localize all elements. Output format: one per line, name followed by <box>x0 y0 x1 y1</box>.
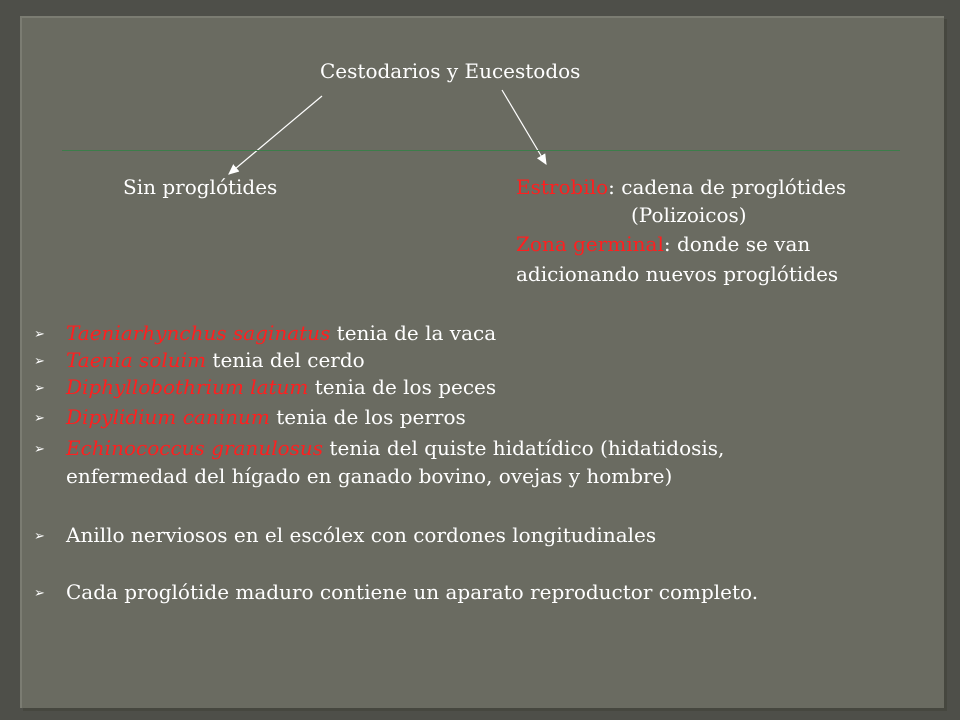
arrow-bullet-icon: ➢ <box>34 327 45 342</box>
estrobilo-definition: : cadena de proglótides <box>608 175 847 199</box>
note-text: Cada proglótide maduro contiene un aparato reproductor completo. <box>66 580 759 604</box>
arrow-bullet-icon: ➢ <box>34 529 45 544</box>
species-description: tenia de la vaca <box>330 321 497 345</box>
species-name: Taeniarhynchus saginatus <box>66 321 331 345</box>
species-description: tenia del cerdo <box>206 348 365 372</box>
right-branch-line-3 <box>516 231 810 257</box>
species-description: tenia del quiste hidatídico (hidatidosis, <box>323 436 725 460</box>
divider-rule <box>62 150 900 151</box>
right-branch-line-4: adicionando nuevos proglótides <box>516 262 839 286</box>
species-name: Taenia soluim <box>66 348 207 372</box>
species-name: Dipylidium caninum <box>66 405 270 429</box>
left-branch-label: Sin proglótides <box>123 175 278 199</box>
estrobilo-term: Estrobilo <box>516 175 609 199</box>
arrow-bullet-icon: ➢ <box>34 411 45 426</box>
zona-germinal-definition: : donde se van <box>663 232 811 256</box>
zona-germinal-term: Zona germinal <box>516 232 664 256</box>
species-description: tenia de los perros <box>269 405 466 429</box>
arrow-bullet-icon: ➢ <box>34 586 45 601</box>
species-description-continued: enfermedad del hígado en ganado bovino, ovejas y hombre) <box>66 464 673 488</box>
species-name: Echinococcus granulosus <box>66 436 324 460</box>
note-text: Anillo nerviosos en el escólex con cordones longitudinales <box>66 523 657 547</box>
species-name: Diphyllobothrium latum <box>66 375 309 399</box>
arrow-bullet-icon: ➢ <box>34 354 45 369</box>
right-branch-line-2: (Polizoicos) <box>631 203 747 227</box>
arrow-bullet-icon: ➢ <box>34 442 45 457</box>
species-description: tenia de los peces <box>308 375 497 399</box>
right-branch-line-1 <box>516 174 846 200</box>
arrow-bullet-icon: ➢ <box>34 381 45 396</box>
slide-title: Cestodarios y Eucestodos <box>320 59 581 83</box>
